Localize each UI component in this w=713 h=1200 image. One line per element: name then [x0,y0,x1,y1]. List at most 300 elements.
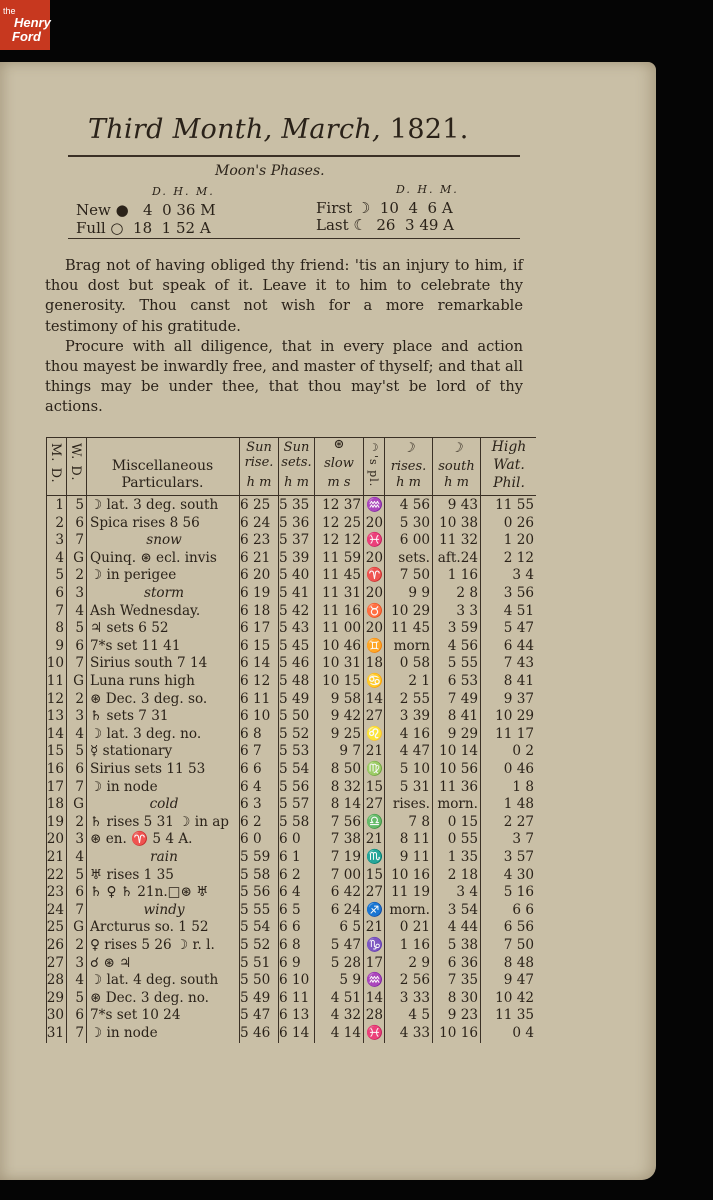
cell-moon-south: aft.24 [437,549,478,566]
cell-misc: snow [146,532,182,549]
cell-month-day: 28 [46,972,64,989]
cell-week-day: 7 [75,532,84,549]
cell-sun-sets: 5 58 [279,813,310,830]
table-row [46,620,536,638]
cell-moon-south: 5 38 [447,937,478,953]
cell-misc: ♃ sets 6 52 [90,620,169,637]
cell-week-day: 6 [75,1007,84,1024]
cell-clock-slow: 11 31 [322,585,361,601]
cell-high-water: 1 20 [503,532,534,549]
cell-week-day: G [73,549,84,566]
cell-sun-sets: 5 48 [279,673,310,689]
cell-month-day: 9 [55,637,64,654]
cell-sun-rise: 5 51 [240,954,271,971]
cell-misc: 7*s set 10 24 [90,1007,181,1024]
cell-moon-south: 9 29 [447,725,478,742]
cell-moon-south: 4 56 [447,637,478,654]
cell-moon-place: 15 [365,866,383,883]
cell-moon-place: ♊ [366,637,383,654]
maxim-paragraph-2: Procure with all diligence, that in every place and action thou mayest be inwardly free, and master of thyself; and that all things may be under thee, that thou may'st be lord of thy actions. [45,337,523,416]
cell-moon-south: 2 8 [456,585,478,601]
cell-moon-south: 6 36 [447,954,478,971]
cell-misc: ♄ ♀ ♄ 21n.□⊛ ♅ [90,884,209,901]
cell-misc: ♄ rises 5 31 ☽ in ap [90,813,229,830]
cell-moon-south: 0 15 [447,813,478,830]
cell-moon-south: 1 16 [447,567,478,584]
table-row [46,726,536,744]
cell-misc: Sirius sets 11 53 [90,761,206,777]
cell-sun-rise: 6 7 [240,743,262,760]
cell-sun-rise: 6 0 [240,831,262,848]
cell-week-day: 6 [75,884,84,901]
cell-clock-slow: 5 9 [339,972,361,989]
cell-sun-rise: 6 24 [240,514,271,531]
cell-sun-rise: 6 19 [240,585,271,601]
header-misc: Miscellaneous Particulars. [111,458,214,491]
cell-week-day: 5 [75,497,84,513]
cell-misc: ⊛ Dec. 3 deg. no. [90,989,209,1006]
cell-high-water: 1 8 [512,778,534,795]
cell-sun-sets: 5 49 [279,690,310,707]
cell-sun-rise: 6 6 [240,761,262,777]
cell-month-day: 5 [55,567,64,584]
cell-misc: ⊛ en. ♈ 5 4 A. [90,831,193,848]
cell-clock-slow: 7 19 [330,849,361,865]
cell-sun-rise: 5 54 [240,919,271,936]
cell-moon-south: 6 53 [447,673,478,689]
cell-week-day: 5 [75,866,84,883]
cell-month-day: 18 [46,796,64,813]
logo-line-1: the [3,6,16,16]
cell-misc: ☽ in node [90,778,158,795]
cell-moon-place: 20 [365,585,383,601]
cell-sun-rise: 6 10 [240,708,271,725]
table-row [46,849,536,867]
table-row [46,884,536,902]
cell-clock-slow: 9 7 [339,743,361,760]
cell-sun-sets: 5 43 [279,620,310,637]
cell-moon-place: 28 [365,1007,383,1024]
cell-week-day: 3 [75,954,84,971]
cell-sun-sets: 5 56 [279,778,310,795]
cell-moon-rises: sets. [398,549,430,566]
table-row [46,814,536,832]
cell-moon-place: 27 [365,884,383,901]
cell-sun-rise: 6 15 [240,637,271,654]
phase-first-quarter: First ☽ 10 4 6 A [316,199,453,217]
cell-high-water: 0 4 [512,1025,534,1041]
cell-moon-rises: 2 56 [399,972,430,989]
cell-misc: cold [149,796,179,813]
cell-week-day: 4 [75,725,84,742]
cell-sun-rise: 5 49 [240,989,271,1006]
cell-moon-rises: 0 58 [399,655,430,672]
cell-clock-slow: 10 31 [322,655,361,672]
cell-month-day: 31 [46,1025,64,1041]
cell-clock-slow: 4 14 [330,1025,361,1041]
cell-clock-slow: 9 42 [330,708,361,725]
cell-sun-rise: 5 47 [240,1007,271,1024]
cell-moon-south: 3 3 [456,602,478,619]
cell-month-day: 25 [46,919,64,936]
cell-misc: Arcturus so. 1 52 [90,919,209,936]
phase-col-label-left: D. H. M. [152,185,215,198]
cell-clock-slow: 9 25 [330,725,361,742]
cell-high-water: 5 16 [503,884,534,901]
cell-high-water: 5 47 [503,620,534,637]
cell-sun-rise: 6 3 [240,796,262,813]
cell-month-day: 24 [46,901,64,918]
cell-misc: 7*s set 11 41 [90,637,181,654]
cell-misc: ♄ sets 7 31 [90,708,169,725]
cell-sun-rise: 6 8 [240,725,262,742]
cell-clock-slow: 5 28 [330,954,361,971]
cell-moon-south: 11 32 [439,532,478,549]
header-slow: slow [324,456,354,471]
cell-month-day: 16 [46,761,64,777]
cell-week-day: 5 [75,620,84,637]
maxim-text [45,256,523,418]
cell-moon-south: 8 30 [447,989,478,1006]
logo-line-2: Henry [14,15,51,30]
cell-moon-place: 18 [365,655,383,672]
cell-moon-place: 21 [365,919,383,936]
cell-moon-rises: 9 11 [399,849,430,865]
cell-moon-rises: 8 11 [399,831,430,848]
header-moon-rises: ☽ rises. [390,441,427,474]
cell-month-day: 26 [46,937,64,953]
cell-moon-place: 27 [365,708,383,725]
cell-moon-south: 3 59 [447,620,478,637]
cell-month-day: 13 [46,708,64,725]
table-row [46,972,536,990]
cell-week-day: G [73,796,84,813]
cell-moon-place: ♍ [366,761,383,777]
cell-clock-slow: 12 37 [322,497,361,513]
cell-moon-rises: 10 29 [391,602,430,619]
header-moon-south: ☽ south [438,441,475,474]
cell-month-day: 20 [46,831,64,848]
cell-week-day: G [73,919,84,936]
cell-sun-sets: 5 46 [279,655,310,672]
cell-moon-south: morn. [437,796,478,813]
cell-week-day: 6 [75,514,84,531]
cell-moon-place: ♉ [366,602,383,619]
cell-week-day: 6 [75,761,84,777]
table-row [46,515,536,533]
cell-month-day: 21 [46,849,64,865]
table-row [46,743,536,761]
cell-moon-south: 3 4 [456,884,478,901]
cell-sun-rise: 5 50 [240,972,271,989]
cell-sun-sets: 5 42 [279,602,310,619]
table-header-rule [46,495,536,496]
cell-month-day: 6 [55,585,64,601]
cell-misc: ☽ in perigee [90,567,177,584]
cell-sun-sets: 5 40 [279,567,310,584]
cell-high-water: 2 12 [503,549,534,566]
cell-moon-place: ♐ [366,901,383,918]
cell-misc: windy [143,901,185,918]
cell-sun-rise: 5 59 [240,849,271,865]
cell-high-water: 6 6 [512,901,534,918]
cell-sun-sets: 5 53 [279,743,310,760]
cell-clock-slow: 4 32 [330,1007,361,1024]
cell-moon-rises: 2 55 [399,690,430,707]
table-row [46,955,536,973]
cell-high-water: 6 44 [503,637,534,654]
cell-sun-rise: 6 12 [240,673,271,689]
cell-week-day: 3 [75,585,84,601]
cell-sun-sets: 6 0 [279,831,301,848]
cell-sun-sets: 5 45 [279,637,310,654]
table-row [46,831,536,849]
cell-misc: Quinq. ⊛ ecl. invis [90,549,217,566]
cell-clock-slow: 12 12 [322,532,361,549]
cell-high-water: 6 56 [503,919,534,936]
cell-moon-place: 27 [365,796,383,813]
cell-misc: Ash Wednesday. [90,602,201,619]
table-row [46,990,536,1008]
cell-clock-slow: 10 15 [322,673,361,689]
table-row [46,638,536,656]
table-row [46,867,536,885]
cell-week-day: 6 [75,637,84,654]
table-row [46,497,536,515]
header-moon-south-units: h m [444,475,469,490]
cell-clock-slow: 12 25 [322,514,361,531]
cell-moon-rises: 6 00 [399,532,430,549]
table-row [46,796,536,814]
table-row [46,691,536,709]
cell-month-day: 27 [46,954,64,971]
cell-month-day: 10 [46,655,64,672]
cell-clock-slow: 7 56 [330,813,361,830]
cell-high-water: 4 30 [503,866,534,883]
cell-misc: storm [143,585,184,601]
cell-week-day: 7 [75,1025,84,1041]
cell-week-day: 4 [75,972,84,989]
cell-misc: ☽ in node [90,1025,158,1041]
cell-sun-sets: 6 9 [279,954,301,971]
cell-high-water: 9 37 [503,690,534,707]
table-row [46,567,536,585]
cell-moon-south: 10 16 [439,1025,478,1041]
cell-month-day: 7 [55,602,64,619]
cell-sun-rise: 5 58 [240,866,271,883]
cell-moon-south: 4 44 [447,919,478,936]
cell-high-water: 3 4 [512,567,534,584]
cell-moon-place: 15 [365,778,383,795]
header-sun-rise: Sun rise. [244,440,274,470]
cell-sun-rise: 6 21 [240,549,271,566]
cell-clock-slow: 9 58 [330,690,361,707]
cell-high-water: 3 7 [512,831,534,848]
cell-moon-rises: 11 19 [391,884,430,901]
cell-misc: ♅ rises 1 35 [90,866,174,883]
cell-sun-sets: 6 6 [279,919,301,936]
table-row [46,585,536,603]
cell-moon-south: 0 55 [447,831,478,848]
table-top-rule [46,437,536,438]
cell-sun-rise: 6 17 [240,620,271,637]
cell-misc: Sirius south 7 14 [90,655,208,672]
cell-sun-sets: 5 57 [279,796,310,813]
cell-sun-rise: 6 18 [240,602,271,619]
header-moon-place: ☽'s pl. [367,441,380,488]
cell-sun-rise: 5 56 [240,884,271,901]
cell-moon-place: ♋ [366,673,383,689]
cell-moon-south: 5 55 [447,655,478,672]
cell-misc: ☌ ⊛ ♃ [90,954,132,971]
cell-moon-south: 8 41 [447,708,478,725]
cell-moon-place: ♈ [366,567,383,584]
header-slow-icon: ⊛ [333,437,345,452]
cell-sun-sets: 6 11 [279,989,310,1006]
cell-week-day: 2 [75,937,84,953]
cell-high-water: 3 56 [503,585,534,601]
cell-high-water: 2 27 [503,813,534,830]
cell-high-water: 1 48 [503,796,534,813]
cell-moon-rises: morn. [389,901,430,918]
logo-line-3: Ford [12,29,41,44]
cell-sun-rise: 5 46 [240,1025,271,1041]
cell-moon-place: ♒ [366,972,383,989]
cell-moon-place: 17 [365,954,383,971]
table-row [46,779,536,797]
header-month-day: M. D. [48,443,63,484]
cell-high-water: 4 51 [503,602,534,619]
phase-last-quarter: Last ☾ 26 3 49 A [316,216,455,234]
cell-moon-rises: 10 16 [391,866,430,883]
cell-moon-rises: 7 50 [399,567,430,584]
cell-misc: Luna runs high [90,673,195,689]
cell-sun-sets: 5 36 [279,514,310,531]
table-row [46,603,536,621]
cell-moon-rises: 4 56 [399,497,430,513]
cell-moon-rises: 4 16 [399,725,430,742]
cell-high-water: 10 29 [495,708,534,725]
cell-sun-rise: 6 11 [240,690,271,707]
cell-moon-place: ♎ [366,813,383,830]
cell-month-day: 3 [55,532,64,549]
cell-clock-slow: 7 38 [330,831,361,848]
cell-clock-slow: 8 32 [330,778,361,795]
phases-rule [68,238,520,239]
cell-week-day: 2 [75,567,84,584]
cell-clock-slow: 7 00 [330,866,361,883]
cell-misc: rain [150,849,178,865]
title-month: Third Month, March, [88,114,381,145]
table-row [46,550,536,568]
cell-moon-south: 10 14 [439,743,478,760]
table-row [46,1007,536,1025]
cell-moon-rises: morn [393,637,430,654]
cell-high-water: 3 57 [503,849,534,865]
cell-moon-place: ♓ [366,1025,383,1041]
cell-moon-rises: rises. [392,796,430,813]
table-row [46,655,536,673]
cell-sun-rise: 5 52 [240,937,271,953]
cell-moon-place: ♌ [366,725,383,742]
header-sun-rise-units: h m [246,475,272,490]
cell-month-day: 8 [55,620,64,637]
cell-moon-place: 14 [365,690,383,707]
cell-sun-sets: 5 50 [279,708,310,725]
cell-clock-slow: 5 47 [330,937,361,953]
cell-month-day: 11 [46,673,64,689]
cell-week-day: G [73,673,84,689]
title-year: 1821. [389,114,469,145]
henry-ford-logo[interactable] [0,0,50,50]
cell-moon-rises: 2 9 [408,954,430,971]
cell-sun-sets: 6 1 [279,849,301,865]
cell-high-water: 11 17 [495,725,534,742]
cell-misc: ☽ lat. 4 deg. south [90,972,219,989]
cell-moon-south: 10 56 [439,761,478,777]
title-rule [68,155,520,157]
table-row [46,1025,536,1043]
cell-moon-rises: 3 39 [399,708,430,725]
table-row [46,937,536,955]
cell-week-day: 3 [75,831,84,848]
cell-moon-rises: 1 16 [399,937,430,953]
cell-moon-south: 9 43 [447,497,478,513]
cell-moon-south: 9 23 [447,1007,478,1024]
table-row [46,532,536,550]
cell-moon-south: 2 18 [447,866,478,883]
cell-moon-south: 11 36 [439,778,478,795]
cell-month-day: 14 [46,725,64,742]
cell-misc: ⊛ Dec. 3 deg. so. [90,690,208,707]
cell-clock-slow: 8 50 [330,761,361,777]
phase-col-label-right: D. H. M. [396,183,459,196]
cell-moon-rises: 3 33 [399,989,430,1006]
cell-clock-slow: 8 14 [330,796,361,813]
cell-week-day: 7 [75,901,84,918]
header-slow-units: m s [327,475,351,490]
cell-clock-slow: 11 16 [322,602,361,619]
cell-sun-rise: 5 55 [240,901,271,918]
maxim-paragraph-1: Brag not of having obliged thy friend: 'tis an injury to him, if thou dost but speak of it. Leave it to him to celebrate thy generosity. Thou canst not wish for a more remarkable testimony of his gratitude. [45,257,523,335]
cell-misc: Spica rises 8 56 [90,514,200,531]
cell-moon-south: 10 38 [439,514,478,531]
cell-moon-rises: 11 45 [391,620,430,637]
cell-high-water: 7 43 [503,655,534,672]
cell-moon-rises: 5 10 [399,761,430,777]
header-moon-rises-units: h m [396,475,421,490]
cell-week-day: 5 [75,743,84,760]
cell-clock-slow: 4 51 [330,989,361,1006]
cell-sun-sets: 6 10 [279,972,310,989]
cell-sun-sets: 6 14 [279,1025,310,1041]
cell-week-day: 2 [75,690,84,707]
cell-misc: ♀ rises 5 26 ☽ r. l. [90,937,215,953]
cell-moon-rises: 4 47 [399,743,430,760]
header-sun-sets-units: h m [284,475,309,490]
cell-moon-rises: 5 30 [399,514,430,531]
cell-sun-sets: 6 2 [279,866,301,883]
cell-sun-rise: 6 23 [240,532,271,549]
cell-week-day: 7 [75,655,84,672]
cell-month-day: 17 [46,778,64,795]
cell-sun-sets: 5 52 [279,725,310,742]
table-row [46,708,536,726]
cell-high-water: 0 2 [512,743,534,760]
cell-high-water: 7 50 [503,937,534,953]
almanac-table [46,437,536,1043]
cell-month-day: 2 [55,514,64,531]
